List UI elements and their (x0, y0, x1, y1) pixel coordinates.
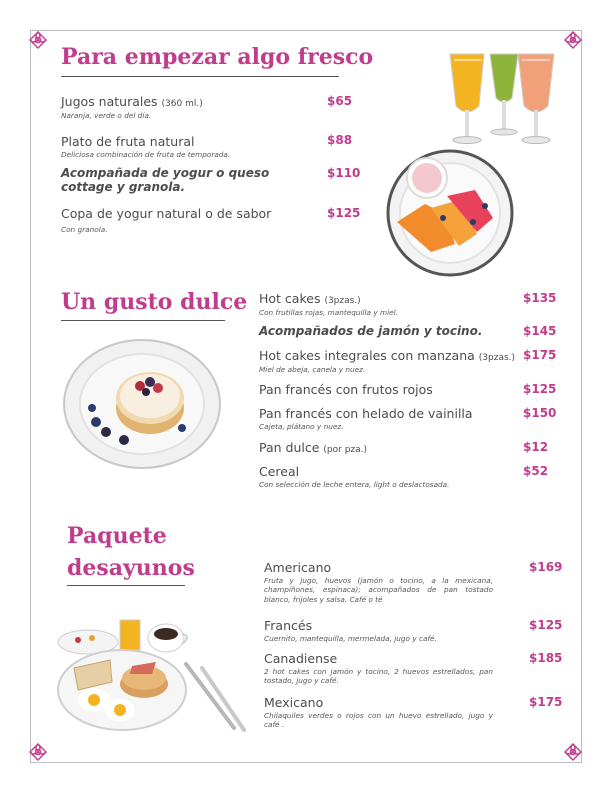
menu-item (264, 695, 493, 730)
menu-item (259, 440, 519, 456)
menu-item (61, 206, 321, 234)
item-qty: (360 ml.) (161, 99, 203, 109)
section-title-sweet: Un gusto dulce (61, 289, 248, 315)
item-name: Cereal (259, 464, 300, 479)
item-qty: (3pzas.) (478, 353, 516, 363)
menu-item (264, 618, 493, 643)
item-price: $145 (523, 324, 557, 338)
item-price: $169 (529, 560, 563, 574)
floral-ornament-icon (28, 742, 48, 762)
item-qty: (por pza.) (323, 445, 368, 455)
item-desc: Con selección de leche entera, light o deslactosada. (259, 480, 450, 489)
menu-item (259, 464, 519, 489)
item-price: $125 (523, 382, 557, 396)
item-price: $125 (327, 206, 361, 220)
item-name: Francés (264, 618, 313, 633)
menu-item (259, 348, 521, 374)
item-name: Pan dulce (259, 440, 320, 455)
section-title-packages-line1: Paquete (67, 523, 167, 549)
item-name: Canadiense (264, 651, 338, 666)
item-desc: Con frutillas rojas, mantequilla y miel. (259, 307, 398, 317)
section-title-packages-line2: desayunos (67, 555, 195, 581)
menu-item (264, 651, 493, 686)
floral-ornament-icon (563, 742, 583, 762)
section-title-fresh: Para empezar algo fresco (61, 44, 374, 70)
item-desc: 2 hot cakes con jamón y tocino, 2 huevos estrellados, pan tostado, jugo y café. (264, 667, 493, 686)
breakfast-set-image (52, 616, 247, 734)
menu-item (259, 382, 519, 397)
item-price: $110 (327, 166, 361, 180)
item-name: Pan francés con helado de vainilla (259, 406, 473, 421)
menu-item (259, 291, 519, 317)
item-price: $52 (523, 464, 549, 478)
item-desc: Con granola. (61, 225, 108, 234)
menu-item (61, 94, 321, 120)
title-underline (67, 585, 185, 586)
item-price: $175 (523, 348, 557, 362)
menu-item (264, 560, 493, 604)
item-desc: Naranja, verde o del día. (61, 110, 152, 120)
item-name: Hot cakes integrales con manzana (259, 348, 475, 363)
menu-item (259, 406, 519, 431)
item-desc: Cuernito, mantequilla, mermelada, jugo y café. (264, 634, 437, 643)
menu-item (61, 134, 321, 159)
item-desc: Miel de abeja, canela y nuez. (259, 364, 366, 374)
item-price: $125 (529, 618, 563, 632)
menu-item (61, 166, 291, 195)
item-name: Acompañada de yogur o queso cottage y granola. (61, 166, 270, 195)
item-name: Americano (264, 560, 332, 575)
title-underline (61, 76, 339, 77)
menu-item (259, 324, 519, 338)
floral-ornament-icon (563, 30, 583, 50)
item-qty: (3pzas.) (324, 296, 361, 306)
item-price: $65 (327, 94, 353, 108)
floral-ornament-icon (28, 30, 48, 50)
item-name: Mexicano (264, 695, 324, 710)
juice-glasses-image (446, 50, 558, 148)
item-price: $175 (529, 695, 563, 709)
item-name: Copa de yogur natural o de sabor (61, 206, 272, 221)
item-name: Plato de fruta natural (61, 134, 195, 149)
item-price: $150 (523, 406, 557, 420)
item-desc: Chilaquiles verdes o rojos con un huevo estrellado, jugo y café . (264, 711, 493, 730)
item-price: $12 (523, 440, 549, 454)
hot-cakes-plate-image (62, 336, 222, 470)
item-name: Jugos naturales (61, 94, 158, 109)
item-desc: Deliciosa combinación de fruta de temporada. (61, 150, 231, 159)
item-price: $88 (327, 133, 353, 147)
item-name: Pan francés con frutos rojos (259, 382, 433, 397)
item-desc: Cajeta, plátano y nuez. (259, 422, 344, 431)
item-price: $135 (523, 291, 557, 305)
item-desc: Fruta y jugo, huevos (jamón o tocino, a la mexicana, champiñones, espinaca); acompañados de pan tostado blanco, frijoles y salsa. Café o té (264, 576, 493, 604)
item-price: $185 (529, 651, 563, 665)
fruit-plate-image (385, 148, 515, 278)
item-name: Acompañados de jamón y tocino. (259, 324, 483, 338)
title-underline (61, 320, 225, 321)
item-name: Hot cakes (259, 291, 321, 306)
